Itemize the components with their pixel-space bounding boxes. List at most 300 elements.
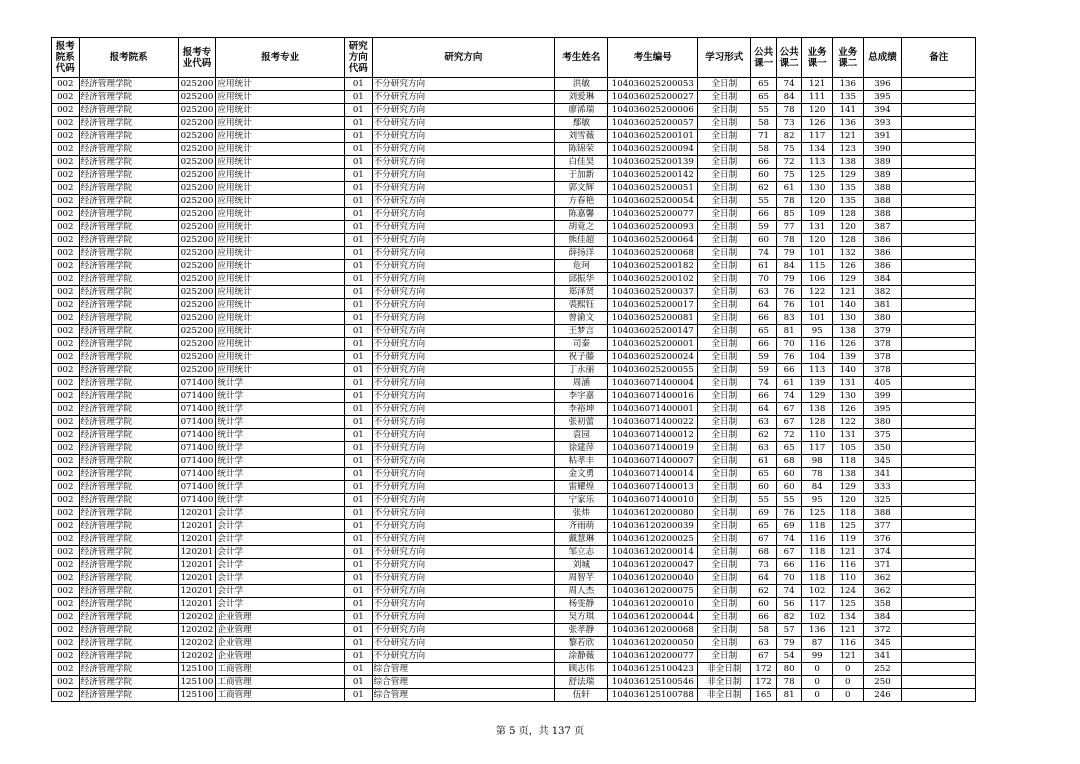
table-row bbox=[52, 364, 976, 377]
cell-student-id: 104036120200014 bbox=[608, 546, 698, 559]
cell-student-id: 104036120200075 bbox=[608, 585, 698, 598]
cell-study-mode: 全日制 bbox=[698, 286, 751, 299]
cell-direction-name: 不分研究方向 bbox=[372, 377, 555, 390]
table-row bbox=[52, 78, 976, 91]
cell-major-course-2: 126 bbox=[832, 260, 863, 273]
cell-dept-name: 经济管理学院 bbox=[79, 390, 178, 403]
cell-student-name: 周智芊 bbox=[555, 572, 608, 585]
cell-remark bbox=[902, 325, 976, 338]
cell-major-course-2: 121 bbox=[832, 286, 863, 299]
cell-major-course-1: 121 bbox=[802, 78, 833, 91]
cell-major-course-2: 0 bbox=[832, 689, 863, 702]
cell-remark bbox=[902, 637, 976, 650]
cell-major-name: 应用统计 bbox=[216, 351, 345, 364]
cell-remark bbox=[902, 546, 976, 559]
table-row bbox=[52, 559, 976, 572]
cell-major-name: 统计学 bbox=[216, 468, 345, 481]
cell-remark bbox=[902, 338, 976, 351]
cell-remark bbox=[902, 598, 976, 611]
cell-total-score: 379 bbox=[863, 325, 902, 338]
cell-dept-code: 002 bbox=[52, 104, 80, 117]
cell-major-code: 025200 bbox=[178, 299, 216, 312]
cell-direction-code: 01 bbox=[345, 390, 373, 403]
cell-total-score: 381 bbox=[863, 299, 902, 312]
cell-major-course-2: 136 bbox=[832, 78, 863, 91]
cell-student-id: 104036025200001 bbox=[608, 338, 698, 351]
cell-dept-code: 002 bbox=[52, 143, 80, 156]
table-row bbox=[52, 182, 976, 195]
cell-major-code: 071400 bbox=[178, 468, 216, 481]
cell-student-name: 伍轩 bbox=[555, 689, 608, 702]
cell-dept-name: 经济管理学院 bbox=[79, 546, 178, 559]
cell-major-code: 120202 bbox=[178, 624, 216, 637]
cell-remark bbox=[902, 676, 976, 689]
cell-major-course-2: 139 bbox=[832, 351, 863, 364]
cell-dept-code: 002 bbox=[52, 286, 80, 299]
cell-public-course-2: 83 bbox=[776, 312, 802, 325]
cell-student-name: 黎若欣 bbox=[555, 637, 608, 650]
cell-public-course-1: 68 bbox=[751, 546, 777, 559]
cell-major-code: 071400 bbox=[178, 403, 216, 416]
cell-major-code: 120201 bbox=[178, 598, 216, 611]
cell-major-course-1: 122 bbox=[802, 286, 833, 299]
cell-public-course-2: 61 bbox=[776, 182, 802, 195]
cell-student-name: 郑泽贤 bbox=[555, 286, 608, 299]
cell-major-name: 统计学 bbox=[216, 442, 345, 455]
cell-student-id: 104036025200057 bbox=[608, 117, 698, 130]
cell-dept-code: 002 bbox=[52, 299, 80, 312]
cell-direction-code: 01 bbox=[345, 403, 373, 416]
cell-major-code: 071400 bbox=[178, 494, 216, 507]
cell-direction-name: 综合管理 bbox=[372, 663, 555, 676]
cell-public-course-2: 76 bbox=[776, 351, 802, 364]
cell-public-course-1: 70 bbox=[751, 273, 777, 286]
cell-direction-name: 不分研究方向 bbox=[372, 481, 555, 494]
table-row bbox=[52, 676, 976, 689]
cell-student-name: 薛扬洋 bbox=[555, 247, 608, 260]
cell-study-mode: 全日制 bbox=[698, 637, 751, 650]
table-row bbox=[52, 429, 976, 442]
cell-dept-code: 002 bbox=[52, 546, 80, 559]
cell-major-course-1: 95 bbox=[802, 325, 833, 338]
cell-student-name: 李宇嘉 bbox=[555, 390, 608, 403]
cell-dept-code: 002 bbox=[52, 247, 80, 260]
cell-major-course-1: 101 bbox=[802, 312, 833, 325]
cell-direction-name: 不分研究方向 bbox=[372, 559, 555, 572]
cell-major-course-1: 106 bbox=[802, 273, 833, 286]
cell-student-id: 104036071400004 bbox=[608, 377, 698, 390]
cell-major-course-2: 0 bbox=[832, 663, 863, 676]
cell-major-name: 应用统计 bbox=[216, 364, 345, 377]
cell-major-name: 工商管理 bbox=[216, 676, 345, 689]
cell-public-course-1: 64 bbox=[751, 572, 777, 585]
cell-dept-code: 002 bbox=[52, 611, 80, 624]
cell-student-name: 张孝静 bbox=[555, 624, 608, 637]
cell-major-name: 工商管理 bbox=[216, 689, 345, 702]
cell-public-course-2: 55 bbox=[776, 494, 802, 507]
cell-dept-code: 002 bbox=[52, 130, 80, 143]
cell-major-code: 120201 bbox=[178, 507, 216, 520]
cell-public-course-1: 62 bbox=[751, 585, 777, 598]
cell-direction-name: 不分研究方向 bbox=[372, 494, 555, 507]
cell-remark bbox=[902, 533, 976, 546]
cell-dept-code: 002 bbox=[52, 650, 80, 663]
cell-study-mode: 全日制 bbox=[698, 546, 751, 559]
cell-direction-code: 01 bbox=[345, 156, 373, 169]
cell-dept-name: 经济管理学院 bbox=[79, 325, 178, 338]
cell-major-name: 企业管理 bbox=[216, 624, 345, 637]
cell-major-course-2: 140 bbox=[832, 364, 863, 377]
cell-major-course-2: 135 bbox=[832, 91, 863, 104]
cell-public-course-1: 58 bbox=[751, 117, 777, 130]
cell-major-course-1: 102 bbox=[802, 585, 833, 598]
cell-public-course-2: 70 bbox=[776, 338, 802, 351]
cell-remark bbox=[902, 208, 976, 221]
cell-study-mode: 全日制 bbox=[698, 585, 751, 598]
cell-direction-name: 不分研究方向 bbox=[372, 572, 555, 585]
cell-remark bbox=[902, 429, 976, 442]
cell-study-mode: 全日制 bbox=[698, 624, 751, 637]
cell-public-course-2: 78 bbox=[776, 104, 802, 117]
cell-dept-code: 002 bbox=[52, 598, 80, 611]
cell-major-course-2: 105 bbox=[832, 442, 863, 455]
cell-remark bbox=[902, 156, 976, 169]
cell-public-course-1: 61 bbox=[751, 455, 777, 468]
cell-major-name: 应用统计 bbox=[216, 221, 345, 234]
cell-direction-code: 01 bbox=[345, 260, 373, 273]
cell-major-course-1: 120 bbox=[802, 195, 833, 208]
cell-direction-name: 不分研究方向 bbox=[372, 260, 555, 273]
cell-major-name: 应用统计 bbox=[216, 234, 345, 247]
table-row bbox=[52, 104, 976, 117]
cell-dept-name: 经济管理学院 bbox=[79, 169, 178, 182]
cell-public-course-2: 66 bbox=[776, 559, 802, 572]
cell-major-course-2: 121 bbox=[832, 130, 863, 143]
table-row bbox=[52, 156, 976, 169]
table-row bbox=[52, 598, 976, 611]
cell-dept-code: 002 bbox=[52, 273, 80, 286]
cell-study-mode: 全日制 bbox=[698, 520, 751, 533]
cell-student-id: 104036025200139 bbox=[608, 156, 698, 169]
cell-direction-code: 01 bbox=[345, 429, 373, 442]
cell-public-course-1: 62 bbox=[751, 182, 777, 195]
header-dept-code: 报考院系代码 bbox=[52, 38, 80, 78]
cell-direction-code: 01 bbox=[345, 650, 373, 663]
cell-direction-name: 不分研究方向 bbox=[372, 91, 555, 104]
cell-total-score: 377 bbox=[863, 520, 902, 533]
table-row bbox=[52, 663, 976, 676]
cell-total-score: 371 bbox=[863, 559, 902, 572]
cell-major-course-2: 141 bbox=[832, 104, 863, 117]
cell-public-course-1: 66 bbox=[751, 208, 777, 221]
cell-student-name: 戴慧琳 bbox=[555, 533, 608, 546]
cell-student-name: 刘爱琳 bbox=[555, 91, 608, 104]
cell-study-mode: 全日制 bbox=[698, 455, 751, 468]
cell-total-score: 386 bbox=[863, 260, 902, 273]
cell-public-course-2: 68 bbox=[776, 455, 802, 468]
cell-major-name: 应用统计 bbox=[216, 299, 345, 312]
cell-study-mode: 全日制 bbox=[698, 507, 751, 520]
table-row bbox=[52, 325, 976, 338]
cell-major-code: 025200 bbox=[178, 338, 216, 351]
cell-direction-name: 不分研究方向 bbox=[372, 390, 555, 403]
cell-direction-name: 不分研究方向 bbox=[372, 169, 555, 182]
cell-direction-name: 不分研究方向 bbox=[372, 637, 555, 650]
cell-dept-name: 经济管理学院 bbox=[79, 585, 178, 598]
cell-public-course-1: 60 bbox=[751, 234, 777, 247]
cell-student-name: 雷耀煌 bbox=[555, 481, 608, 494]
cell-direction-code: 01 bbox=[345, 195, 373, 208]
cell-major-course-2: 134 bbox=[832, 611, 863, 624]
cell-public-course-1: 55 bbox=[751, 104, 777, 117]
table-row bbox=[52, 143, 976, 156]
cell-major-name: 会计学 bbox=[216, 559, 345, 572]
cell-remark bbox=[902, 299, 976, 312]
cell-direction-name: 不分研究方向 bbox=[372, 429, 555, 442]
cell-direction-code: 01 bbox=[345, 117, 373, 130]
cell-public-course-2: 67 bbox=[776, 403, 802, 416]
cell-student-name: 吴方琪 bbox=[555, 611, 608, 624]
cell-remark bbox=[902, 260, 976, 273]
cell-total-score: 341 bbox=[863, 468, 902, 481]
cell-public-course-1: 59 bbox=[751, 351, 777, 364]
cell-direction-name: 不分研究方向 bbox=[372, 624, 555, 637]
cell-direction-code: 01 bbox=[345, 507, 373, 520]
cell-direction-name: 不分研究方向 bbox=[372, 507, 555, 520]
cell-study-mode: 全日制 bbox=[698, 598, 751, 611]
cell-student-name: 粘孝丰 bbox=[555, 455, 608, 468]
cell-direction-code: 01 bbox=[345, 273, 373, 286]
cell-dept-name: 经济管理学院 bbox=[79, 234, 178, 247]
cell-direction-name: 综合管理 bbox=[372, 676, 555, 689]
cell-public-course-1: 71 bbox=[751, 130, 777, 143]
cell-public-course-2: 82 bbox=[776, 130, 802, 143]
cell-student-id: 104036071400016 bbox=[608, 390, 698, 403]
cell-direction-code: 01 bbox=[345, 598, 373, 611]
cell-dept-code: 002 bbox=[52, 221, 80, 234]
cell-major-course-2: 120 bbox=[832, 494, 863, 507]
cell-dept-name: 经济管理学院 bbox=[79, 403, 178, 416]
cell-student-id: 104036025200053 bbox=[608, 78, 698, 91]
cell-student-id: 104036025200147 bbox=[608, 325, 698, 338]
cell-public-course-2: 75 bbox=[776, 143, 802, 156]
header-direction-code: 研究方向代码 bbox=[345, 38, 373, 78]
table-row bbox=[52, 416, 976, 429]
cell-major-code: 120201 bbox=[178, 546, 216, 559]
cell-public-course-1: 64 bbox=[751, 299, 777, 312]
cell-major-course-2: 130 bbox=[832, 312, 863, 325]
cell-study-mode: 全日制 bbox=[698, 325, 751, 338]
cell-dept-code: 002 bbox=[52, 585, 80, 598]
cell-direction-code: 01 bbox=[345, 689, 373, 702]
cell-dept-name: 经济管理学院 bbox=[79, 689, 178, 702]
cell-public-course-2: 78 bbox=[776, 195, 802, 208]
header-remark: 备注 bbox=[902, 38, 976, 78]
cell-direction-code: 01 bbox=[345, 299, 373, 312]
cell-study-mode: 全日制 bbox=[698, 468, 751, 481]
cell-student-name: 丁永丽 bbox=[555, 364, 608, 377]
cell-direction-name: 不分研究方向 bbox=[372, 533, 555, 546]
cell-student-id: 104036120200050 bbox=[608, 637, 698, 650]
cell-public-course-2: 69 bbox=[776, 520, 802, 533]
table-row bbox=[52, 455, 976, 468]
cell-study-mode: 非全日制 bbox=[698, 689, 751, 702]
cell-major-course-1: 98 bbox=[802, 455, 833, 468]
cell-direction-code: 01 bbox=[345, 637, 373, 650]
cell-major-name: 应用统计 bbox=[216, 130, 345, 143]
cell-major-course-2: 125 bbox=[832, 598, 863, 611]
cell-public-course-1: 74 bbox=[751, 247, 777, 260]
cell-student-name: 张炜 bbox=[555, 507, 608, 520]
cell-dept-name: 经济管理学院 bbox=[79, 286, 178, 299]
cell-study-mode: 全日制 bbox=[698, 364, 751, 377]
cell-study-mode: 全日制 bbox=[698, 377, 751, 390]
cell-direction-code: 01 bbox=[345, 546, 373, 559]
cell-student-name: 金文勇 bbox=[555, 468, 608, 481]
cell-student-name: 王梦言 bbox=[555, 325, 608, 338]
cell-public-course-1: 63 bbox=[751, 637, 777, 650]
cell-major-code: 120201 bbox=[178, 559, 216, 572]
cell-student-name: 白佳昊 bbox=[555, 156, 608, 169]
cell-student-id: 104036120200010 bbox=[608, 598, 698, 611]
cell-major-name: 应用统计 bbox=[216, 104, 345, 117]
cell-major-name: 统计学 bbox=[216, 403, 345, 416]
cell-public-course-1: 66 bbox=[751, 611, 777, 624]
cell-student-id: 104036120200044 bbox=[608, 611, 698, 624]
table-row bbox=[52, 390, 976, 403]
cell-major-code: 025200 bbox=[178, 273, 216, 286]
table-row bbox=[52, 351, 976, 364]
cell-direction-name: 不分研究方向 bbox=[372, 468, 555, 481]
cell-major-course-1: 130 bbox=[802, 182, 833, 195]
cell-direction-name: 不分研究方向 bbox=[372, 195, 555, 208]
cell-remark bbox=[902, 195, 976, 208]
cell-major-course-1: 99 bbox=[802, 650, 833, 663]
cell-dept-code: 002 bbox=[52, 390, 80, 403]
cell-major-course-2: 124 bbox=[832, 585, 863, 598]
cell-major-course-2: 116 bbox=[832, 637, 863, 650]
cell-remark bbox=[902, 234, 976, 247]
cell-major-code: 025200 bbox=[178, 78, 216, 91]
cell-major-name: 应用统计 bbox=[216, 286, 345, 299]
cell-dept-code: 002 bbox=[52, 533, 80, 546]
cell-dept-code: 002 bbox=[52, 416, 80, 429]
cell-major-course-2: 140 bbox=[832, 299, 863, 312]
cell-major-name: 应用统计 bbox=[216, 208, 345, 221]
cell-public-course-2: 74 bbox=[776, 585, 802, 598]
cell-major-code: 120201 bbox=[178, 572, 216, 585]
cell-remark bbox=[902, 104, 976, 117]
cell-remark bbox=[902, 442, 976, 455]
cell-major-name: 应用统计 bbox=[216, 247, 345, 260]
cell-public-course-1: 67 bbox=[751, 533, 777, 546]
cell-major-name: 应用统计 bbox=[216, 91, 345, 104]
cell-direction-name: 不分研究方向 bbox=[372, 208, 555, 221]
cell-direction-code: 01 bbox=[345, 338, 373, 351]
table-row bbox=[52, 169, 976, 182]
cell-student-id: 104036025200055 bbox=[608, 364, 698, 377]
cell-student-id: 104036125100546 bbox=[608, 676, 698, 689]
cell-total-score: 378 bbox=[863, 338, 902, 351]
cell-study-mode: 全日制 bbox=[698, 234, 751, 247]
cell-total-score: 325 bbox=[863, 494, 902, 507]
cell-remark bbox=[902, 455, 976, 468]
table-row bbox=[52, 689, 976, 702]
cell-major-course-1: 118 bbox=[802, 546, 833, 559]
cell-public-course-2: 54 bbox=[776, 650, 802, 663]
cell-study-mode: 全日制 bbox=[698, 390, 751, 403]
cell-dept-name: 经济管理学院 bbox=[79, 364, 178, 377]
cell-public-course-1: 65 bbox=[751, 520, 777, 533]
cell-study-mode: 全日制 bbox=[698, 247, 751, 260]
cell-dept-name: 经济管理学院 bbox=[79, 78, 178, 91]
cell-major-course-1: 0 bbox=[802, 663, 833, 676]
cell-student-name: 袁园 bbox=[555, 429, 608, 442]
cell-study-mode: 全日制 bbox=[698, 533, 751, 546]
cell-total-score: 362 bbox=[863, 572, 902, 585]
cell-student-id: 104036025200093 bbox=[608, 221, 698, 234]
cell-study-mode: 全日制 bbox=[698, 429, 751, 442]
cell-student-id: 104036025200024 bbox=[608, 351, 698, 364]
cell-direction-name: 不分研究方向 bbox=[372, 78, 555, 91]
cell-dept-name: 经济管理学院 bbox=[79, 559, 178, 572]
cell-major-course-2: 122 bbox=[832, 416, 863, 429]
cell-dept-code: 002 bbox=[52, 312, 80, 325]
cell-student-name: 周涵 bbox=[555, 377, 608, 390]
cell-public-course-2: 74 bbox=[776, 533, 802, 546]
cell-direction-name: 不分研究方向 bbox=[372, 416, 555, 429]
cell-direction-name: 不分研究方向 bbox=[372, 442, 555, 455]
table-row bbox=[52, 377, 976, 390]
cell-direction-code: 01 bbox=[345, 325, 373, 338]
cell-major-name: 应用统计 bbox=[216, 260, 345, 273]
cell-major-name: 应用统计 bbox=[216, 325, 345, 338]
cell-student-name: 郭文辉 bbox=[555, 182, 608, 195]
cell-major-name: 企业管理 bbox=[216, 637, 345, 650]
cell-dept-name: 经济管理学院 bbox=[79, 195, 178, 208]
table-row bbox=[52, 117, 976, 130]
cell-major-code: 025200 bbox=[178, 104, 216, 117]
cell-direction-code: 01 bbox=[345, 130, 373, 143]
cell-total-score: 378 bbox=[863, 351, 902, 364]
cell-major-name: 会计学 bbox=[216, 598, 345, 611]
cell-direction-code: 01 bbox=[345, 585, 373, 598]
cell-public-course-1: 65 bbox=[751, 468, 777, 481]
cell-major-course-1: 113 bbox=[802, 156, 833, 169]
cell-remark bbox=[902, 468, 976, 481]
cell-student-name: 李裕坤 bbox=[555, 403, 608, 416]
cell-major-code: 025200 bbox=[178, 91, 216, 104]
cell-major-course-2: 132 bbox=[832, 247, 863, 260]
cell-direction-name: 不分研究方向 bbox=[372, 156, 555, 169]
cell-major-course-1: 118 bbox=[802, 572, 833, 585]
cell-major-course-1: 101 bbox=[802, 247, 833, 260]
cell-public-course-1: 59 bbox=[751, 221, 777, 234]
table-row bbox=[52, 312, 976, 325]
cell-student-id: 104036025200101 bbox=[608, 130, 698, 143]
cell-dept-name: 经济管理学院 bbox=[79, 260, 178, 273]
cell-major-code: 025200 bbox=[178, 286, 216, 299]
cell-major-course-1: 0 bbox=[802, 689, 833, 702]
cell-remark bbox=[902, 182, 976, 195]
cell-student-name: 于加新 bbox=[555, 169, 608, 182]
cell-direction-code: 01 bbox=[345, 91, 373, 104]
page-number-footer: 第 5 页，共 137 页 bbox=[495, 726, 585, 737]
cell-direction-code: 01 bbox=[345, 481, 373, 494]
header-major-code: 报考专业代码 bbox=[178, 38, 216, 78]
table-header-row bbox=[52, 38, 976, 78]
cell-major-name: 会计学 bbox=[216, 572, 345, 585]
